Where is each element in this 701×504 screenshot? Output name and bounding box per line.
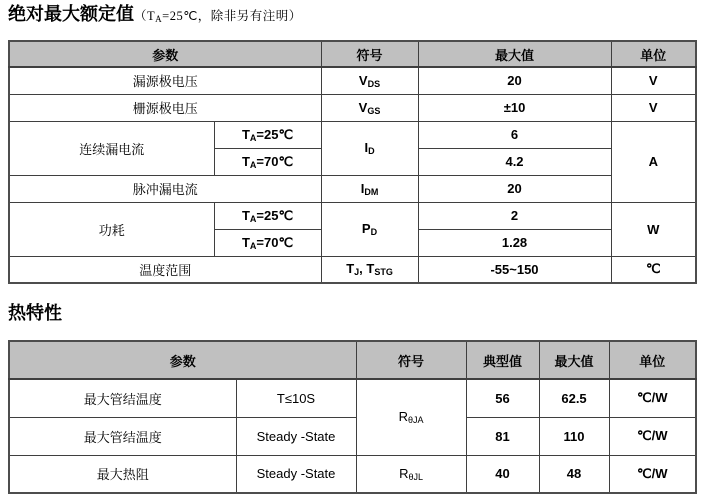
symbol-base: V (358, 99, 368, 115)
cell-symbol (321, 175, 418, 202)
condition-base: T (241, 207, 250, 223)
header-unit: 单位 (609, 341, 696, 379)
cell-unit: ℃ (611, 256, 696, 283)
symbol-base: V (358, 72, 368, 88)
cell-max-value: -55~150 (418, 256, 611, 283)
cell-unit: V (611, 94, 696, 121)
condition-sub: A (249, 159, 257, 170)
condition-base: T (241, 126, 250, 142)
cell-condition: Steady -State (236, 417, 356, 455)
cell-max-value: 2 (418, 202, 611, 229)
cell-unit: W (611, 202, 696, 256)
symbol-sub: θJL (408, 471, 423, 482)
condition-post: =25℃ (256, 207, 294, 223)
cell-symbol (321, 256, 418, 283)
cell-unit: ℃/W (609, 455, 696, 493)
cell-symbol (321, 67, 418, 94)
section1-title-note (134, 9, 302, 23)
header-max-value: 最大值 (539, 341, 609, 379)
symbol-base: T (346, 261, 355, 277)
symbol-sub: DS (367, 78, 381, 89)
condition-post: =70℃ (256, 234, 294, 250)
cell-unit: V (611, 67, 696, 94)
section2-title-text: 热特性 (8, 303, 62, 323)
cell-parameter: 最大管结温度 (9, 379, 236, 417)
symbol-sub: D (368, 146, 375, 156)
condition-sub: A (249, 240, 257, 251)
condition-base: T (241, 153, 250, 169)
section-title-thermal-characteristics (8, 302, 62, 324)
cell-condition (214, 202, 321, 229)
symbol-sub: DM (364, 186, 379, 197)
table2-header-row (9, 341, 696, 379)
cell-parameter: 连续漏电流 (9, 121, 214, 175)
absolute-maximum-ratings-table (8, 40, 697, 284)
cell-parameter: 最大管结温度 (9, 417, 236, 455)
note-subscript: A (155, 14, 163, 24)
condition-base: T (241, 234, 250, 250)
cell-unit: ℃/W (609, 417, 696, 455)
cell-max-value: 110 (539, 417, 609, 455)
header-max-value: 最大值 (418, 41, 611, 67)
cell-max-value: 20 (418, 175, 611, 202)
cell-parameter: 脉冲漏电流 (9, 175, 321, 202)
cell-parameter: 功耗 (9, 202, 214, 256)
cell-typical-value: 81 (466, 417, 539, 455)
cell-symbol (356, 455, 466, 493)
cell-condition (214, 148, 321, 175)
symbol-sub: D (370, 227, 378, 237)
table-row (9, 455, 696, 493)
table-row (9, 379, 696, 417)
table-row (9, 121, 696, 148)
cell-unit: A (611, 121, 696, 202)
condition-post: =70℃ (256, 153, 294, 169)
header-symbol: 符号 (356, 341, 466, 379)
symbol-base: P (361, 221, 371, 236)
cell-parameter: 漏源极电压 (9, 67, 321, 94)
table-row (9, 202, 696, 229)
header-parameter: 参数 (9, 341, 356, 379)
cell-parameter: 栅源极电压 (9, 94, 321, 121)
cell-condition: Steady -State (236, 455, 356, 493)
cell-condition (214, 229, 321, 256)
symbol-sub: θJA (407, 415, 424, 426)
cell-symbol (321, 121, 418, 175)
cell-parameter: 温度范围 (9, 256, 321, 283)
symbol-base: R (399, 465, 409, 481)
symbol-base: R (398, 409, 408, 425)
symbol-sub: STG (374, 267, 393, 278)
table-row (9, 417, 696, 455)
cell-max-value: 62.5 (539, 379, 609, 417)
condition-post: =25℃ (256, 126, 294, 142)
cell-max-value: 6 (418, 121, 611, 148)
cell-parameter: 最大热阻 (9, 455, 236, 493)
symbol-base: I (364, 140, 369, 155)
header-parameter: 参数 (9, 41, 321, 67)
header-unit: 单位 (611, 41, 696, 67)
cell-condition (214, 121, 321, 148)
symbol-sub: GS (367, 105, 381, 116)
cell-symbol (356, 379, 466, 455)
cell-max-value: 4.2 (418, 148, 611, 175)
cell-unit: ℃/W (609, 379, 696, 417)
cell-max-value: ±10 (418, 94, 611, 121)
table-row (9, 256, 696, 283)
cell-symbol (321, 94, 418, 121)
header-typical-value: 典型值 (466, 341, 539, 379)
cell-max-value: 1.28 (418, 229, 611, 256)
table-row (9, 94, 696, 121)
note-post: =25℃，除非另有注明） (162, 9, 302, 23)
table1-header-row (9, 41, 696, 67)
symbol-base: I (360, 180, 365, 196)
cell-symbol (321, 202, 418, 256)
cell-typical-value: 56 (466, 379, 539, 417)
section1-title-text: 绝对最大额定值 (8, 4, 134, 24)
section-title-absolute-maximum-ratings (8, 3, 302, 30)
table-row (9, 175, 696, 202)
note-pre: （T (134, 9, 156, 23)
header-symbol: 符号 (321, 41, 418, 67)
cell-typical-value: 40 (466, 455, 539, 493)
condition-sub: A (249, 132, 257, 143)
cell-condition: T≤10S (236, 379, 356, 417)
table-row (9, 67, 696, 94)
cell-max-value: 20 (418, 67, 611, 94)
symbol-sub: J (354, 267, 360, 278)
condition-sub: A (249, 213, 257, 224)
symbol-base: , T (359, 261, 375, 277)
thermal-characteristics-table (8, 340, 697, 494)
cell-max-value: 48 (539, 455, 609, 493)
